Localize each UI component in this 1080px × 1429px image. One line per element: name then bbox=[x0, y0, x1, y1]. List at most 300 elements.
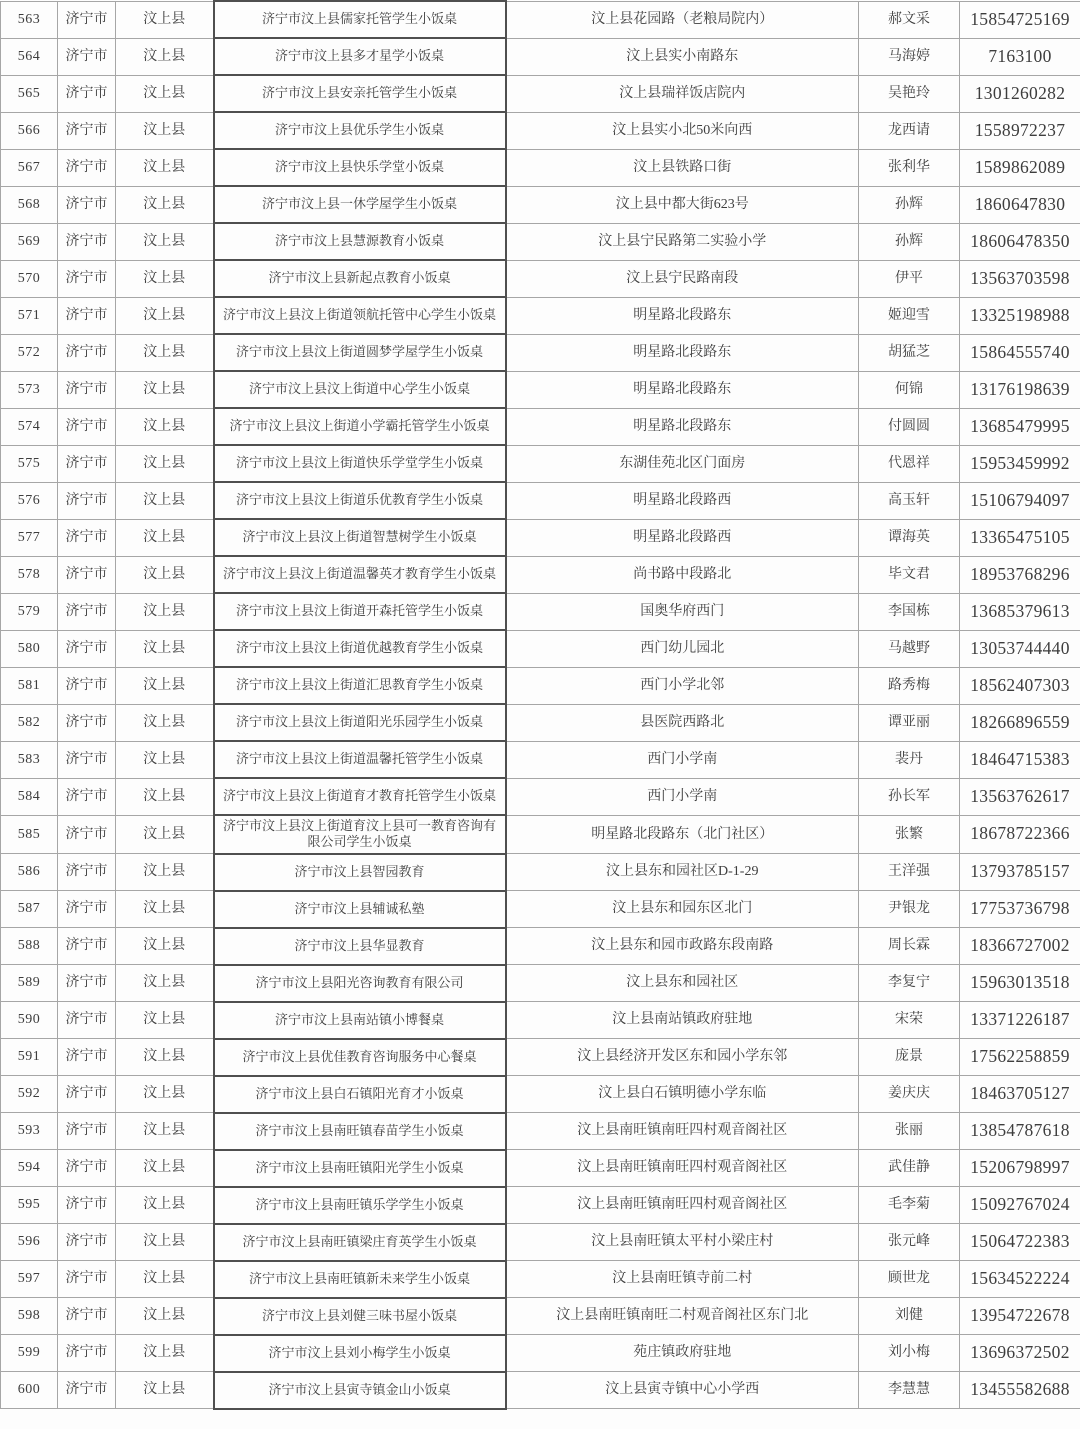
address-cell: 明星路北段路东 bbox=[506, 371, 859, 408]
row-number-cell: 585 bbox=[1, 815, 58, 854]
table-row bbox=[1, 112, 1080, 149]
city-cell: 济宁市 bbox=[58, 1002, 116, 1039]
phone-number-cell: 18266896559 bbox=[960, 704, 1080, 741]
table-row bbox=[1, 1372, 1080, 1409]
contact-person-cell: 庞景 bbox=[859, 1039, 960, 1076]
contact-person-cell: 郝文采 bbox=[859, 1, 960, 38]
address-cell: 东湖佳苑北区门面房 bbox=[506, 445, 859, 482]
table-row bbox=[1, 1113, 1080, 1150]
contact-person-cell: 张繁 bbox=[859, 815, 960, 854]
city-cell: 济宁市 bbox=[58, 1, 116, 38]
establishment-name-cell: 济宁市汶上县南旺镇新未来学生小饭桌 bbox=[214, 1261, 506, 1298]
table-row bbox=[1, 75, 1080, 112]
county-cell: 汶上县 bbox=[116, 1187, 214, 1224]
county-cell: 汶上县 bbox=[116, 1, 214, 38]
establishment-name-cell: 济宁市汶上县白石镇阳光育才小饭桌 bbox=[214, 1076, 506, 1113]
address-cell: 县医院西路北 bbox=[506, 704, 859, 741]
establishment-name-cell: 济宁市汶上县汶上街道乐优教育学生小饭桌 bbox=[214, 482, 506, 519]
phone-number-cell: 13053744440 bbox=[960, 630, 1080, 667]
address-cell: 明星路北段路西 bbox=[506, 519, 859, 556]
county-cell: 汶上县 bbox=[116, 1261, 214, 1298]
contact-person-cell: 胡猛芝 bbox=[859, 334, 960, 371]
city-cell: 济宁市 bbox=[58, 1224, 116, 1261]
phone-number-cell: 13854787618 bbox=[960, 1113, 1080, 1150]
table-row bbox=[1, 891, 1080, 928]
phone-number-cell: 15854725169 bbox=[960, 1, 1080, 38]
county-cell: 汶上县 bbox=[116, 965, 214, 1002]
table-row bbox=[1, 297, 1080, 334]
establishment-name-cell: 济宁市汶上县汶上街道小学霸托管学生小饭桌 bbox=[214, 408, 506, 445]
city-cell: 济宁市 bbox=[58, 1076, 116, 1113]
row-number-cell: 567 bbox=[1, 149, 58, 186]
county-cell: 汶上县 bbox=[116, 1002, 214, 1039]
table-row bbox=[1, 186, 1080, 223]
address-cell: 西门幼儿园北 bbox=[506, 630, 859, 667]
address-cell: 尚书路中段路北 bbox=[506, 556, 859, 593]
county-cell: 汶上县 bbox=[116, 593, 214, 630]
row-number-cell: 574 bbox=[1, 408, 58, 445]
city-cell: 济宁市 bbox=[58, 297, 116, 334]
establishment-name-cell: 济宁市汶上县刘小梅学生小饭桌 bbox=[214, 1335, 506, 1372]
establishment-name-cell: 济宁市汶上县安亲托管学生小饭桌 bbox=[214, 75, 506, 112]
address-cell: 明星路北段路东 bbox=[506, 334, 859, 371]
table-row bbox=[1, 408, 1080, 445]
county-cell: 汶上县 bbox=[116, 1224, 214, 1261]
row-number-cell: 584 bbox=[1, 778, 58, 815]
address-cell: 汶上县经济开发区东和园小学东邻 bbox=[506, 1039, 859, 1076]
city-cell: 济宁市 bbox=[58, 149, 116, 186]
table-row bbox=[1, 741, 1080, 778]
county-cell: 汶上县 bbox=[116, 1076, 214, 1113]
phone-number-cell: 15092767024 bbox=[960, 1187, 1080, 1224]
county-cell: 汶上县 bbox=[116, 1372, 214, 1409]
row-number-cell: 568 bbox=[1, 186, 58, 223]
city-cell: 济宁市 bbox=[58, 891, 116, 928]
address-cell: 汶上县宁民路第二实验小学 bbox=[506, 223, 859, 260]
establishment-name-cell: 济宁市汶上县汶上街道中心学生小饭桌 bbox=[214, 371, 506, 408]
establishment-name-cell: 济宁市汶上县阳光咨询教育有限公司 bbox=[214, 965, 506, 1002]
county-cell: 汶上县 bbox=[116, 741, 214, 778]
contact-person-cell: 谭亚丽 bbox=[859, 704, 960, 741]
table-row bbox=[1, 445, 1080, 482]
row-number-cell: 589 bbox=[1, 965, 58, 1002]
row-number-cell: 594 bbox=[1, 1150, 58, 1187]
county-cell: 汶上县 bbox=[116, 667, 214, 704]
table-row bbox=[1, 1150, 1080, 1187]
establishment-name-cell: 济宁市汶上县一休学屋学生小饭桌 bbox=[214, 186, 506, 223]
address-cell: 汶上县铁路口街 bbox=[506, 149, 859, 186]
county-cell: 汶上县 bbox=[116, 408, 214, 445]
table-row bbox=[1, 1261, 1080, 1298]
establishment-name-cell: 济宁市汶上县优佳教育咨询服务中心餐桌 bbox=[214, 1039, 506, 1076]
county-cell: 汶上县 bbox=[116, 445, 214, 482]
establishment-name-cell: 济宁市汶上县寅寺镇金山小饭桌 bbox=[214, 1372, 506, 1409]
city-cell: 济宁市 bbox=[58, 408, 116, 445]
establishment-name-cell: 济宁市汶上县南旺镇阳光学生小饭桌 bbox=[214, 1150, 506, 1187]
row-number-cell: 565 bbox=[1, 75, 58, 112]
county-cell: 汶上县 bbox=[116, 482, 214, 519]
phone-number-cell: 1558972237 bbox=[960, 112, 1080, 149]
establishment-name-cell: 济宁市汶上县汶上街道快乐学堂学生小饭桌 bbox=[214, 445, 506, 482]
contact-person-cell: 吴艳玲 bbox=[859, 75, 960, 112]
establishment-name-cell: 济宁市汶上县智园教育 bbox=[214, 854, 506, 891]
address-cell: 汶上县东和园市政路东段南路 bbox=[506, 928, 859, 965]
city-cell: 济宁市 bbox=[58, 1261, 116, 1298]
phone-number-cell: 15206798997 bbox=[960, 1150, 1080, 1187]
city-cell: 济宁市 bbox=[58, 38, 116, 75]
table-row bbox=[1, 1335, 1080, 1372]
city-cell: 济宁市 bbox=[58, 1298, 116, 1335]
row-number-cell: 596 bbox=[1, 1224, 58, 1261]
city-cell: 济宁市 bbox=[58, 482, 116, 519]
phone-number-cell: 15634522224 bbox=[960, 1261, 1080, 1298]
table-row bbox=[1, 630, 1080, 667]
phone-number-cell: 15953459992 bbox=[960, 445, 1080, 482]
contact-person-cell: 宋荣 bbox=[859, 1002, 960, 1039]
address-cell: 明星路北段路东 bbox=[506, 408, 859, 445]
address-cell: 汶上县南旺镇南旺四村观音阁社区 bbox=[506, 1150, 859, 1187]
county-cell: 汶上县 bbox=[116, 1150, 214, 1187]
city-cell: 济宁市 bbox=[58, 815, 116, 854]
establishment-name-cell: 济宁市汶上县汶上街道汇思教育学生小饭桌 bbox=[214, 667, 506, 704]
row-number-cell: 563 bbox=[1, 1, 58, 38]
phone-number-cell: 13685479995 bbox=[960, 408, 1080, 445]
contact-person-cell: 毛李菊 bbox=[859, 1187, 960, 1224]
table-row bbox=[1, 223, 1080, 260]
establishment-name-cell: 济宁市汶上县汶上街道圆梦学屋学生小饭桌 bbox=[214, 334, 506, 371]
phone-number-cell: 18953768296 bbox=[960, 556, 1080, 593]
phone-number-cell: 15864555740 bbox=[960, 334, 1080, 371]
establishment-name-cell: 济宁市汶上县儒家托管学生小饭桌 bbox=[214, 1, 506, 38]
phone-number-cell: 13563762617 bbox=[960, 778, 1080, 815]
contact-person-cell: 孙长军 bbox=[859, 778, 960, 815]
phone-number-cell: 1301260282 bbox=[960, 75, 1080, 112]
phone-number-cell: 13455582688 bbox=[960, 1372, 1080, 1409]
phone-number-cell: 13176198639 bbox=[960, 371, 1080, 408]
row-number-cell: 595 bbox=[1, 1187, 58, 1224]
row-number-cell: 566 bbox=[1, 112, 58, 149]
establishment-name-cell: 济宁市汶上县汶上街道温馨托管学生小饭桌 bbox=[214, 741, 506, 778]
table-row bbox=[1, 260, 1080, 297]
county-cell: 汶上县 bbox=[116, 186, 214, 223]
city-cell: 济宁市 bbox=[58, 1187, 116, 1224]
county-cell: 汶上县 bbox=[116, 928, 214, 965]
county-cell: 汶上县 bbox=[116, 854, 214, 891]
phone-number-cell: 17753736798 bbox=[960, 891, 1080, 928]
phone-number-cell: 15963013518 bbox=[960, 965, 1080, 1002]
establishment-name-cell: 济宁市汶上县汶上街道智慧树学生小饭桌 bbox=[214, 519, 506, 556]
table-row bbox=[1, 482, 1080, 519]
city-cell: 济宁市 bbox=[58, 593, 116, 630]
county-cell: 汶上县 bbox=[116, 38, 214, 75]
contact-person-cell: 李复宁 bbox=[859, 965, 960, 1002]
table-row bbox=[1, 1002, 1080, 1039]
address-cell: 明星路北段路西 bbox=[506, 482, 859, 519]
phone-number-cell: 15064722383 bbox=[960, 1224, 1080, 1261]
row-number-cell: 598 bbox=[1, 1298, 58, 1335]
contact-person-cell: 顾世龙 bbox=[859, 1261, 960, 1298]
county-cell: 汶上县 bbox=[116, 112, 214, 149]
contact-person-cell: 姬迎雪 bbox=[859, 297, 960, 334]
row-number-cell: 578 bbox=[1, 556, 58, 593]
establishment-name-cell: 济宁市汶上县汶上街道领航托管中心学生小饭桌 bbox=[214, 297, 506, 334]
city-cell: 济宁市 bbox=[58, 556, 116, 593]
city-cell: 济宁市 bbox=[58, 186, 116, 223]
phone-number-cell: 13696372502 bbox=[960, 1335, 1080, 1372]
row-number-cell: 587 bbox=[1, 891, 58, 928]
county-cell: 汶上县 bbox=[116, 223, 214, 260]
address-cell: 汶上县寅寺镇中心小学西 bbox=[506, 1372, 859, 1409]
establishment-name-cell: 济宁市汶上县新起点教育小饭桌 bbox=[214, 260, 506, 297]
row-number-cell: 573 bbox=[1, 371, 58, 408]
row-number-cell: 572 bbox=[1, 334, 58, 371]
contact-person-cell: 刘小梅 bbox=[859, 1335, 960, 1372]
establishment-name-cell: 济宁市汶上县辅诚私塾 bbox=[214, 891, 506, 928]
row-number-cell: 600 bbox=[1, 1372, 58, 1409]
table-row bbox=[1, 593, 1080, 630]
contact-person-cell: 刘健 bbox=[859, 1298, 960, 1335]
county-cell: 汶上县 bbox=[116, 815, 214, 854]
address-cell: 汶上县南旺镇太平村小梁庄村 bbox=[506, 1224, 859, 1261]
contact-person-cell: 李慧慧 bbox=[859, 1372, 960, 1409]
city-cell: 济宁市 bbox=[58, 260, 116, 297]
table-row bbox=[1, 778, 1080, 815]
city-cell: 济宁市 bbox=[58, 519, 116, 556]
address-cell: 西门小学北邻 bbox=[506, 667, 859, 704]
county-cell: 汶上县 bbox=[116, 297, 214, 334]
county-cell: 汶上县 bbox=[116, 1298, 214, 1335]
contact-person-cell: 何锦 bbox=[859, 371, 960, 408]
establishment-name-cell: 济宁市汶上县南旺镇春苗学生小饭桌 bbox=[214, 1113, 506, 1150]
row-number-cell: 586 bbox=[1, 854, 58, 891]
contact-person-cell: 姜庆庆 bbox=[859, 1076, 960, 1113]
registry-table-body bbox=[1, 1, 1080, 1409]
address-cell: 西门小学南 bbox=[506, 741, 859, 778]
table-row bbox=[1, 1039, 1080, 1076]
city-cell: 济宁市 bbox=[58, 1150, 116, 1187]
row-number-cell: 599 bbox=[1, 1335, 58, 1372]
phone-number-cell: 13365475105 bbox=[960, 519, 1080, 556]
table-row bbox=[1, 1187, 1080, 1224]
address-cell: 汶上县南旺镇南旺四村观音阁社区 bbox=[506, 1113, 859, 1150]
table-row bbox=[1, 334, 1080, 371]
city-cell: 济宁市 bbox=[58, 741, 116, 778]
contact-person-cell: 代恩祥 bbox=[859, 445, 960, 482]
county-cell: 汶上县 bbox=[116, 891, 214, 928]
county-cell: 汶上县 bbox=[116, 519, 214, 556]
city-cell: 济宁市 bbox=[58, 445, 116, 482]
city-cell: 济宁市 bbox=[58, 371, 116, 408]
phone-number-cell: 18562407303 bbox=[960, 667, 1080, 704]
row-number-cell: 570 bbox=[1, 260, 58, 297]
row-number-cell: 582 bbox=[1, 704, 58, 741]
phone-number-cell: 1589862089 bbox=[960, 149, 1080, 186]
row-number-cell: 588 bbox=[1, 928, 58, 965]
establishment-name-cell: 济宁市汶上县汶上街道育才教育托管学生小饭桌 bbox=[214, 778, 506, 815]
city-cell: 济宁市 bbox=[58, 112, 116, 149]
phone-number-cell: 13685379613 bbox=[960, 593, 1080, 630]
establishment-name-cell: 济宁市汶上县汶上街道优越教育学生小饭桌 bbox=[214, 630, 506, 667]
contact-person-cell: 裴丹 bbox=[859, 741, 960, 778]
contact-person-cell: 高玉轩 bbox=[859, 482, 960, 519]
county-cell: 汶上县 bbox=[116, 1335, 214, 1372]
establishment-name-cell: 济宁市汶上县南旺镇乐学学生小饭桌 bbox=[214, 1187, 506, 1224]
table-row bbox=[1, 1298, 1080, 1335]
contact-person-cell: 周长霖 bbox=[859, 928, 960, 965]
city-cell: 济宁市 bbox=[58, 630, 116, 667]
contact-person-cell: 武佳静 bbox=[859, 1150, 960, 1187]
contact-person-cell: 李国栋 bbox=[859, 593, 960, 630]
table-row bbox=[1, 815, 1080, 854]
city-cell: 济宁市 bbox=[58, 1039, 116, 1076]
address-cell: 汶上县东和园社区 bbox=[506, 965, 859, 1002]
contact-person-cell: 张丽 bbox=[859, 1113, 960, 1150]
row-number-cell: 591 bbox=[1, 1039, 58, 1076]
establishment-name-cell: 济宁市汶上县快乐学堂小饭桌 bbox=[214, 149, 506, 186]
row-number-cell: 576 bbox=[1, 482, 58, 519]
contact-person-cell: 毕文君 bbox=[859, 556, 960, 593]
table-row bbox=[1, 704, 1080, 741]
row-number-cell: 583 bbox=[1, 741, 58, 778]
table-row bbox=[1, 1, 1080, 38]
establishment-name-cell: 济宁市汶上县南站镇小博餐桌 bbox=[214, 1002, 506, 1039]
address-cell: 汶上县东和园社区D-1-29 bbox=[506, 854, 859, 891]
table-row bbox=[1, 928, 1080, 965]
row-number-cell: 569 bbox=[1, 223, 58, 260]
county-cell: 汶上县 bbox=[116, 149, 214, 186]
county-cell: 汶上县 bbox=[116, 556, 214, 593]
county-cell: 汶上县 bbox=[116, 630, 214, 667]
address-cell: 明星路北段路东 bbox=[506, 297, 859, 334]
city-cell: 济宁市 bbox=[58, 223, 116, 260]
city-cell: 济宁市 bbox=[58, 667, 116, 704]
row-number-cell: 580 bbox=[1, 630, 58, 667]
county-cell: 汶上县 bbox=[116, 704, 214, 741]
table-row bbox=[1, 371, 1080, 408]
table-row bbox=[1, 149, 1080, 186]
city-cell: 济宁市 bbox=[58, 778, 116, 815]
row-number-cell: 571 bbox=[1, 297, 58, 334]
table-row bbox=[1, 556, 1080, 593]
contact-person-cell: 龙西请 bbox=[859, 112, 960, 149]
contact-person-cell: 谭海英 bbox=[859, 519, 960, 556]
address-cell: 汶上县瑞祥饭店院内 bbox=[506, 75, 859, 112]
establishment-name-cell: 济宁市汶上县多才星学小饭桌 bbox=[214, 38, 506, 75]
row-number-cell: 581 bbox=[1, 667, 58, 704]
row-number-cell: 575 bbox=[1, 445, 58, 482]
county-cell: 汶上县 bbox=[116, 75, 214, 112]
address-cell: 汶上县南旺镇南旺二村观音阁社区东门北 bbox=[506, 1298, 859, 1335]
city-cell: 济宁市 bbox=[58, 965, 116, 1002]
city-cell: 济宁市 bbox=[58, 1335, 116, 1372]
county-cell: 汶上县 bbox=[116, 1039, 214, 1076]
phone-number-cell: 18366727002 bbox=[960, 928, 1080, 965]
contact-person-cell: 伊平 bbox=[859, 260, 960, 297]
contact-person-cell: 孙辉 bbox=[859, 186, 960, 223]
phone-number-cell: 13793785157 bbox=[960, 854, 1080, 891]
table-row bbox=[1, 854, 1080, 891]
table-row bbox=[1, 519, 1080, 556]
county-cell: 汶上县 bbox=[116, 260, 214, 297]
address-cell: 汶上县花园路（老粮局院内） bbox=[506, 1, 859, 38]
row-number-cell: 597 bbox=[1, 1261, 58, 1298]
row-number-cell: 592 bbox=[1, 1076, 58, 1113]
phone-number-cell: 18463705127 bbox=[960, 1076, 1080, 1113]
contact-person-cell: 尹银龙 bbox=[859, 891, 960, 928]
row-number-cell: 564 bbox=[1, 38, 58, 75]
address-cell: 明星路北段路东（北门社区） bbox=[506, 815, 859, 854]
city-cell: 济宁市 bbox=[58, 704, 116, 741]
address-cell: 汶上县南旺镇寺前二村 bbox=[506, 1261, 859, 1298]
table-row bbox=[1, 1076, 1080, 1113]
address-cell: 汶上县东和园东区北门 bbox=[506, 891, 859, 928]
phone-number-cell: 18678722366 bbox=[960, 815, 1080, 854]
phone-number-cell: 13371226187 bbox=[960, 1002, 1080, 1039]
establishment-name-cell: 济宁市汶上县汶上街道开森托管学生小饭桌 bbox=[214, 593, 506, 630]
establishment-name-cell: 济宁市汶上县慧源教育小饭桌 bbox=[214, 223, 506, 260]
county-cell: 汶上县 bbox=[116, 1113, 214, 1150]
establishment-name-cell: 济宁市汶上县汶上街道育汶上县可一教育咨询有限公司学生小饭桌 bbox=[214, 815, 506, 854]
county-cell: 汶上县 bbox=[116, 334, 214, 371]
phone-number-cell: 13954722678 bbox=[960, 1298, 1080, 1335]
contact-person-cell: 张利华 bbox=[859, 149, 960, 186]
table-row bbox=[1, 667, 1080, 704]
county-cell: 汶上县 bbox=[116, 371, 214, 408]
row-number-cell: 577 bbox=[1, 519, 58, 556]
city-cell: 济宁市 bbox=[58, 334, 116, 371]
table-row bbox=[1, 38, 1080, 75]
address-cell: 汶上县白石镇明德小学东临 bbox=[506, 1076, 859, 1113]
row-number-cell: 593 bbox=[1, 1113, 58, 1150]
city-cell: 济宁市 bbox=[58, 1372, 116, 1409]
address-cell: 汶上县南旺镇南旺四村观音阁社区 bbox=[506, 1187, 859, 1224]
contact-person-cell: 王洋强 bbox=[859, 854, 960, 891]
phone-number-cell: 15106794097 bbox=[960, 482, 1080, 519]
table-row bbox=[1, 965, 1080, 1002]
address-cell: 汶上县宁民路南段 bbox=[506, 260, 859, 297]
row-number-cell: 579 bbox=[1, 593, 58, 630]
establishment-name-cell: 济宁市汶上县南旺镇梁庄育英学生小饭桌 bbox=[214, 1224, 506, 1261]
phone-number-cell: 17562258859 bbox=[960, 1039, 1080, 1076]
city-cell: 济宁市 bbox=[58, 854, 116, 891]
address-cell: 国奥华府西门 bbox=[506, 593, 859, 630]
contact-person-cell: 张元峰 bbox=[859, 1224, 960, 1261]
contact-person-cell: 马海婷 bbox=[859, 38, 960, 75]
city-cell: 济宁市 bbox=[58, 75, 116, 112]
address-cell: 苑庄镇政府驻地 bbox=[506, 1335, 859, 1372]
table-row bbox=[1, 1224, 1080, 1261]
address-cell: 汶上县中都大街623号 bbox=[506, 186, 859, 223]
establishment-name-cell: 济宁市汶上县汶上街道阳光乐园学生小饭桌 bbox=[214, 704, 506, 741]
contact-person-cell: 马越野 bbox=[859, 630, 960, 667]
address-cell: 汶上县实小南路东 bbox=[506, 38, 859, 75]
phone-number-cell: 18464715383 bbox=[960, 741, 1080, 778]
phone-number-cell: 1860647830 bbox=[960, 186, 1080, 223]
address-cell: 西门小学南 bbox=[506, 778, 859, 815]
address-cell: 汶上县南站镇政府驻地 bbox=[506, 1002, 859, 1039]
establishment-name-cell: 济宁市汶上县刘健三味书屋小饭桌 bbox=[214, 1298, 506, 1335]
phone-number-cell: 13563703598 bbox=[960, 260, 1080, 297]
phone-number-cell: 13325198988 bbox=[960, 297, 1080, 334]
contact-person-cell: 路秀梅 bbox=[859, 667, 960, 704]
contact-person-cell: 孙辉 bbox=[859, 223, 960, 260]
city-cell: 济宁市 bbox=[58, 1113, 116, 1150]
address-cell: 汶上县实小北50米向西 bbox=[506, 112, 859, 149]
city-cell: 济宁市 bbox=[58, 928, 116, 965]
establishment-name-cell: 济宁市汶上县华显教育 bbox=[214, 928, 506, 965]
county-cell: 汶上县 bbox=[116, 778, 214, 815]
establishment-name-cell: 济宁市汶上县优乐学生小饭桌 bbox=[214, 112, 506, 149]
